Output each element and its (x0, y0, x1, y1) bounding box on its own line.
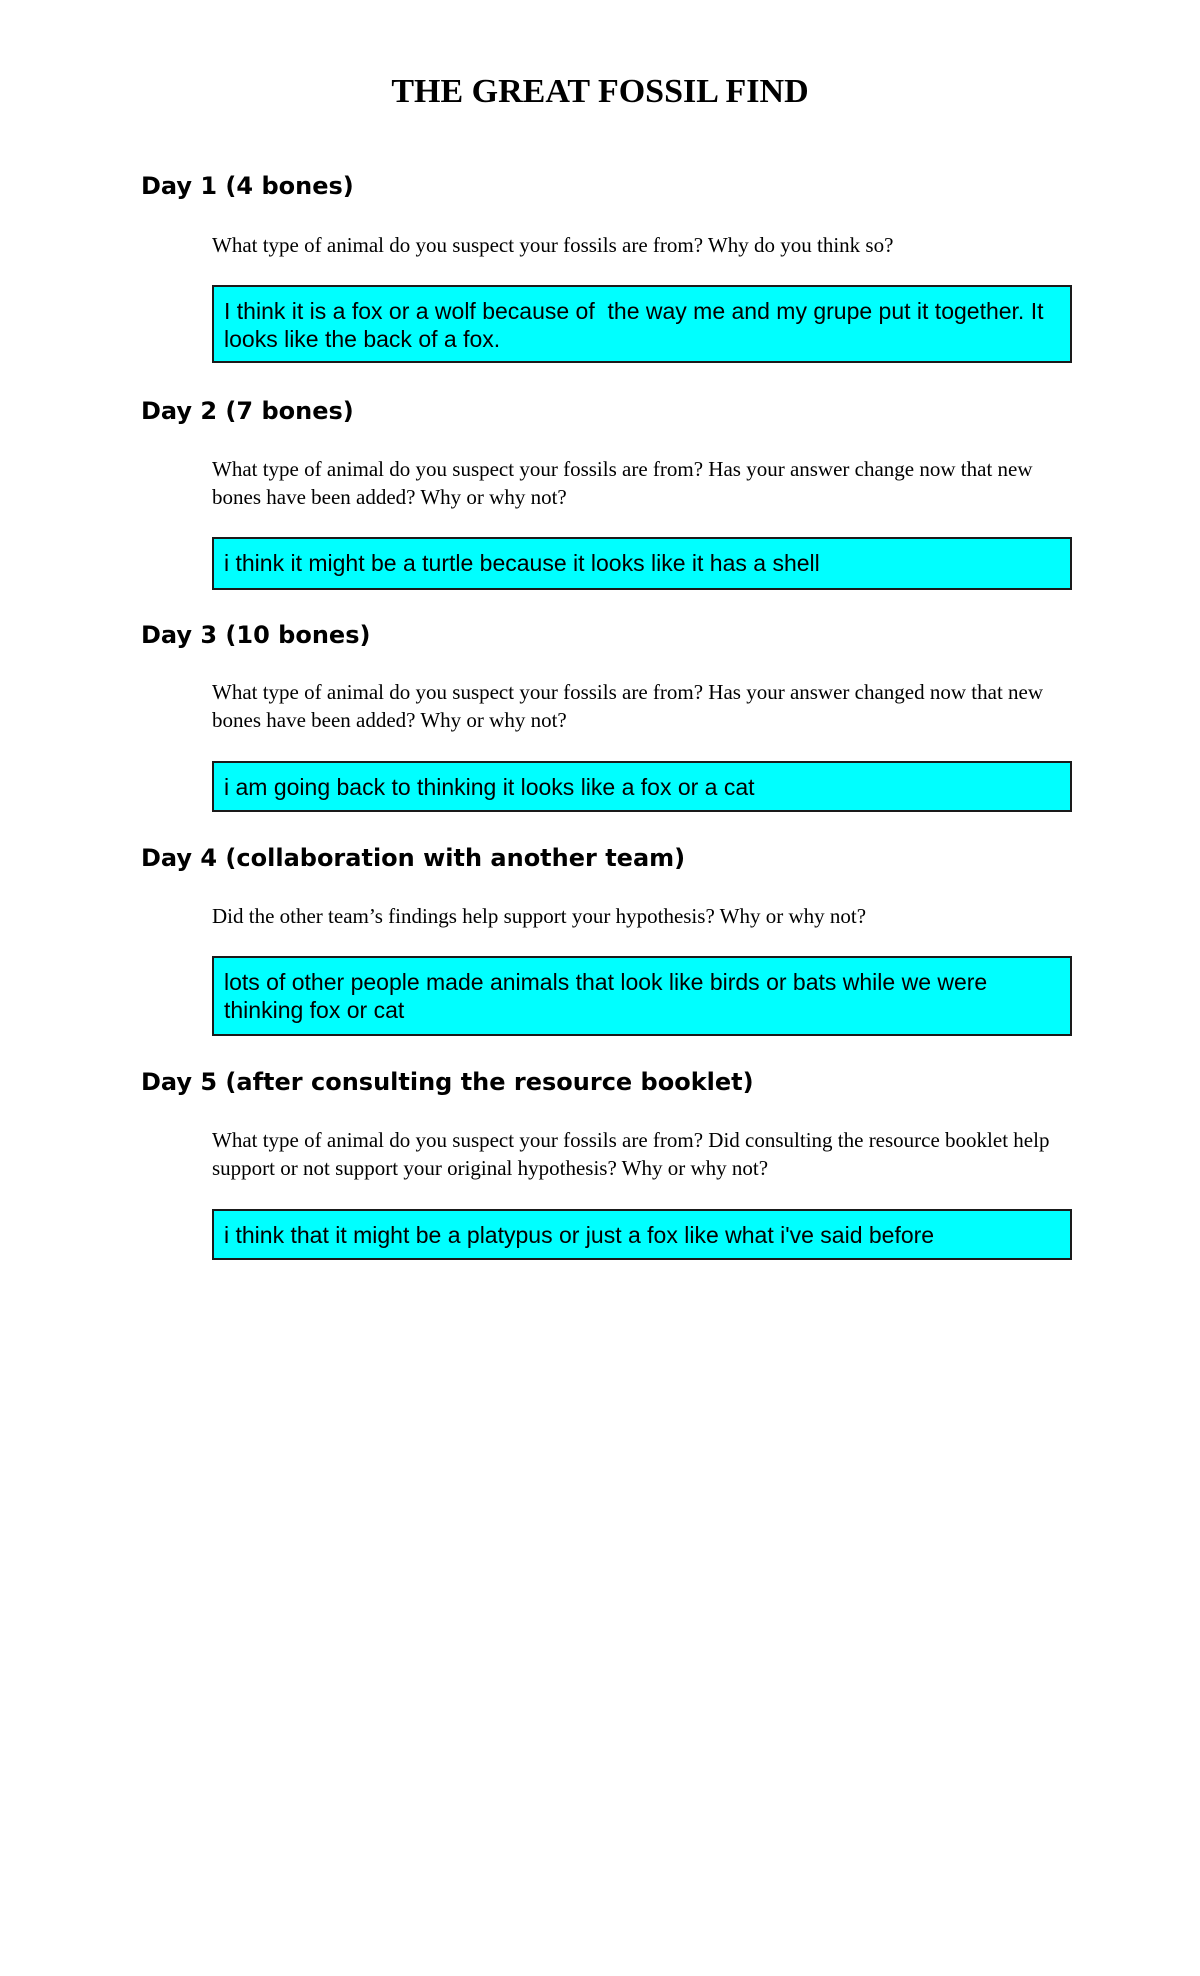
day-3-answer-box[interactable]: i am going back to thinking it looks like a fox or a cat (212, 761, 1072, 812)
day-3-heading: Day 3 (10 bones) (141, 621, 371, 649)
day-5-heading: Day 5 (after consulting the resource booklet) (141, 1068, 754, 1096)
day-4-heading: Day 4 (collaboration with another team) (141, 844, 686, 872)
day-4-answer-box[interactable]: lots of other people made animals that look like birds or bats while we were thinking fox or cat (212, 956, 1072, 1036)
day-2-question: What type of animal do you suspect your fossils are from? Has your answer change now that new bones have been added? Why or why not? (212, 457, 1033, 509)
day-5-answer-box[interactable]: i think that it might be a platypus or just a fox like what i've said before (212, 1209, 1072, 1260)
day-1-question: What type of animal do you suspect your fossils are from? Why do you think so? (212, 233, 894, 257)
day-1-answer-box[interactable]: I think it is a fox or a wolf because of the way me and my grupe put it together. It looks like the back of a fox. (212, 285, 1072, 363)
day-3-question: What type of animal do you suspect your fossils are from? Has your answer changed now that new bones have been added? Why or why not? (212, 680, 1044, 732)
day-5-question: What type of animal do you suspect your fossils are from? Did consulting the resource booklet help support or not support your original hypothesis? Why or why not? (212, 1128, 1050, 1180)
day-1-heading: Day 1 (4 bones) (141, 172, 354, 200)
day-4-question: Did the other team’s findings help support your hypothesis? Why or why not? (212, 904, 867, 928)
day-2-answer-box[interactable]: i think it might be a turtle because it looks like it has a shell (212, 537, 1072, 590)
page-title: THE GREAT FOSSIL FIND (391, 73, 809, 110)
day-2-heading: Day 2 (7 bones) (141, 397, 354, 425)
